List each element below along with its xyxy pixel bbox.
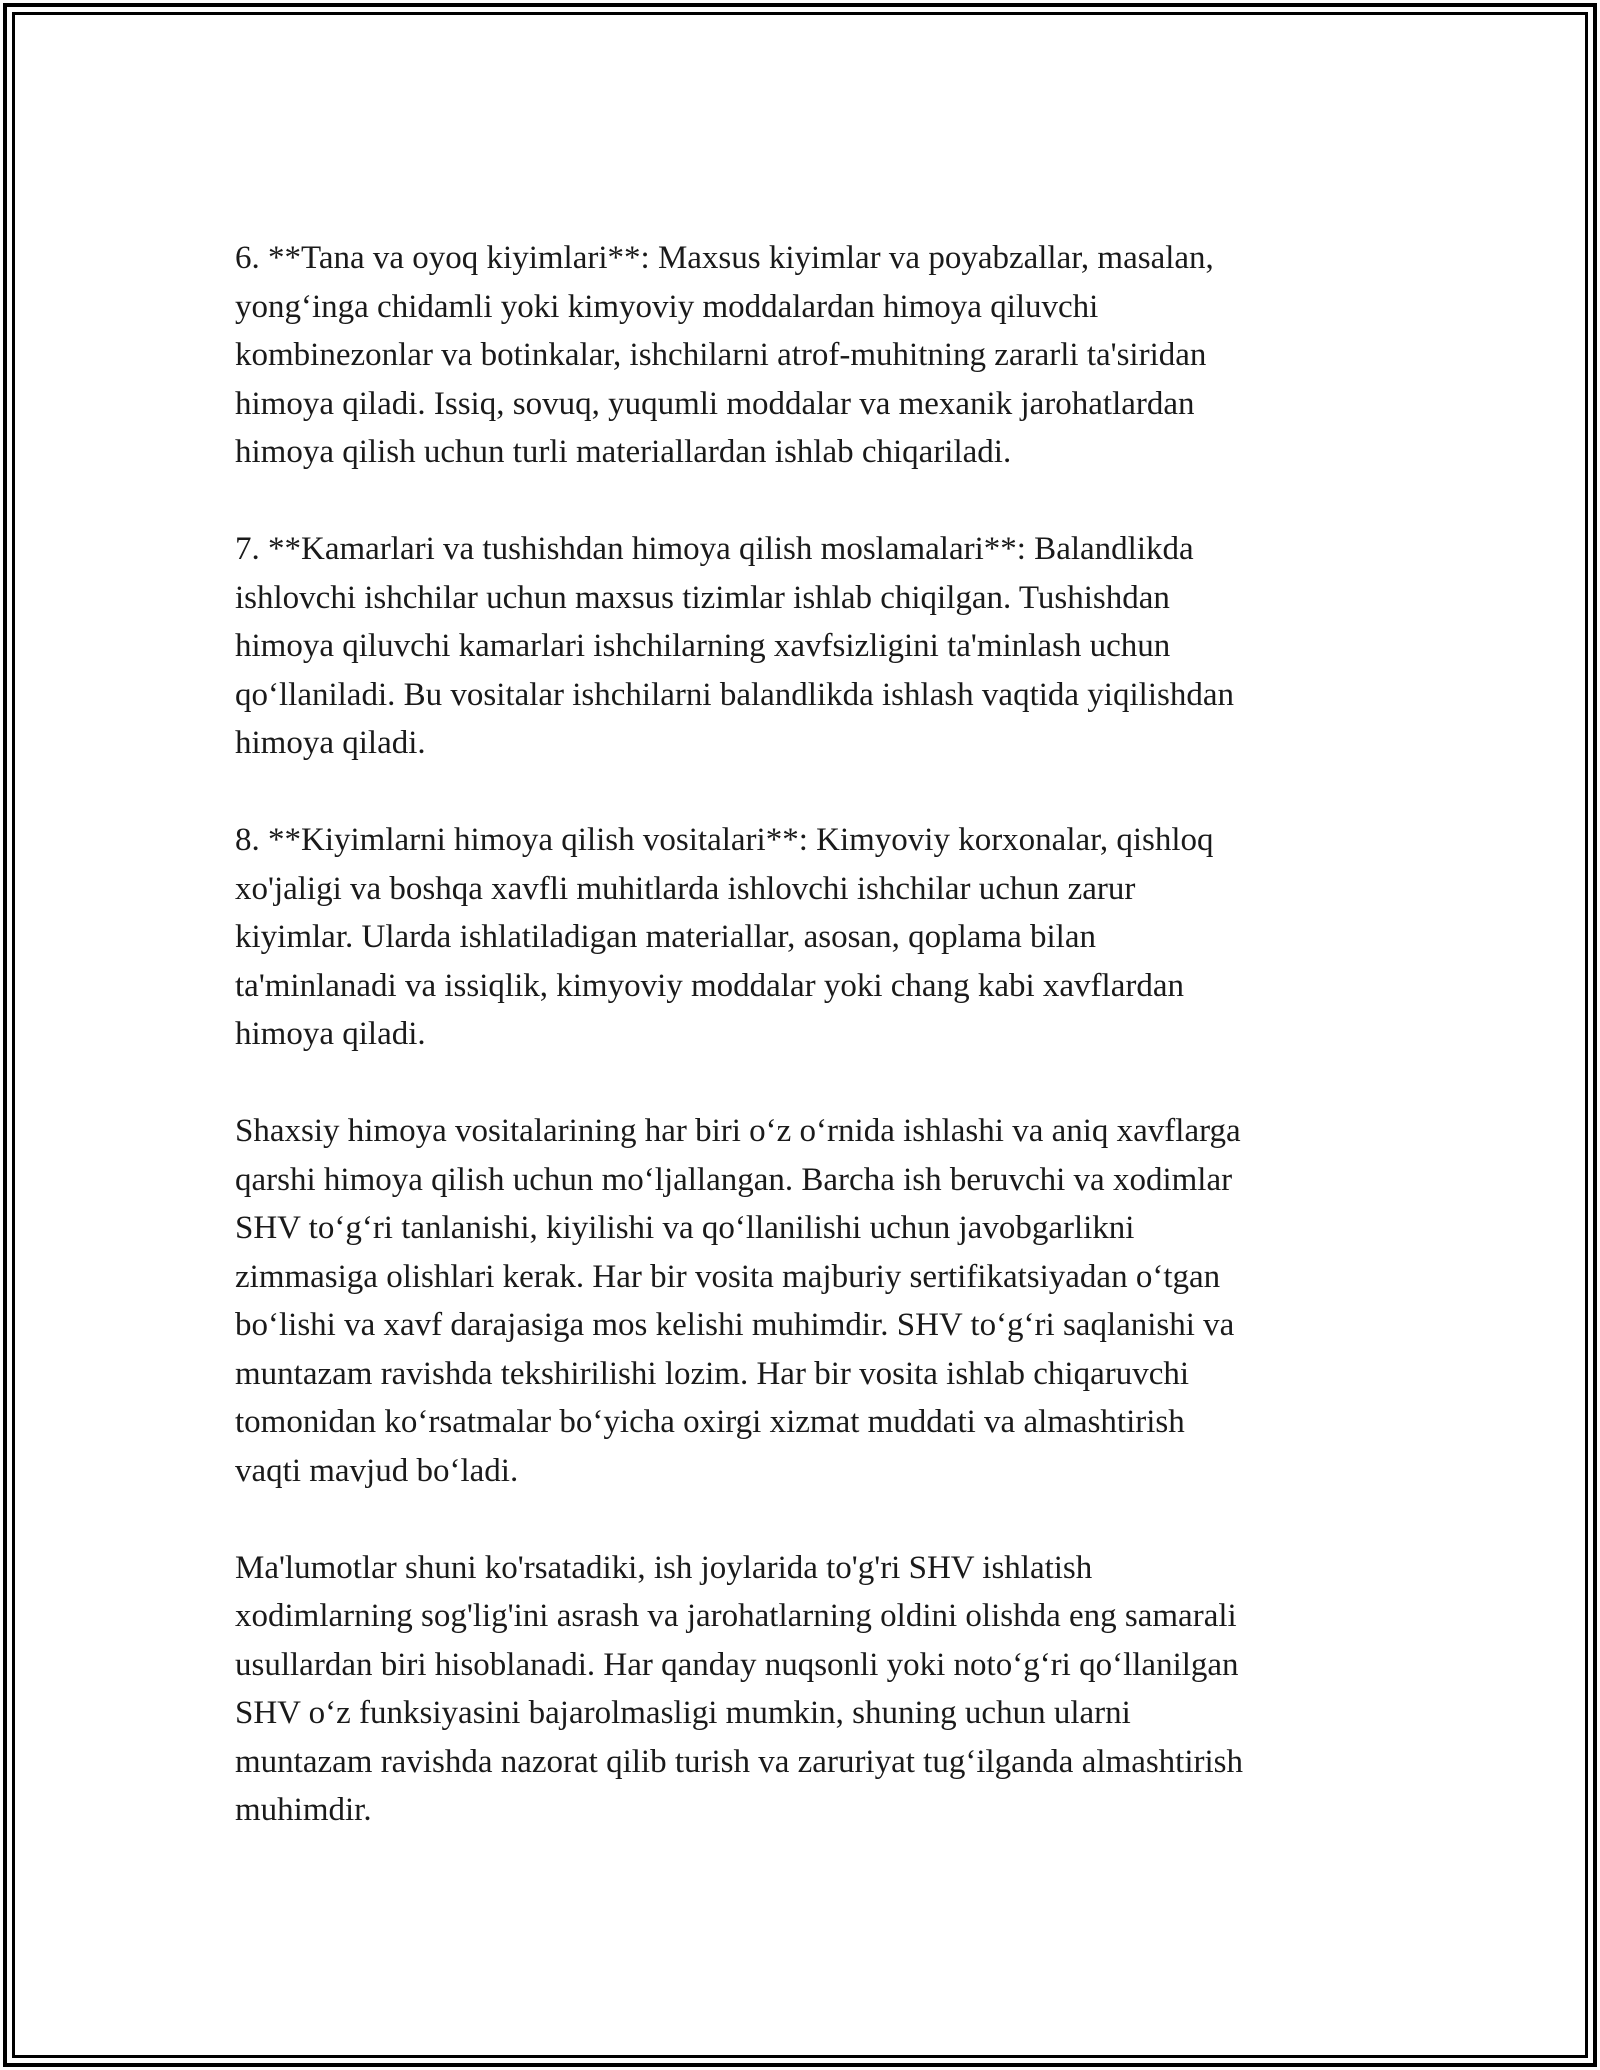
paragraph-protective-clothing: 8. **Kiyimlarni himoya qilish vositalari**: Kimyoviy korxonalar, qishloq xo'jaligi va boshqa xavfli muhitlarda ishlovchi ishchilar uchun zarur kiyimlar. Ularda ishlatiladigan materiallar, asosan, qoplama bilan ta'minlanadi va issiqlik, kimyoviy moddalar yoki chang kabi xavflardan himoya qiladi.	[235, 822, 1214, 1052]
document-body	[235, 234, 1375, 1835]
paragraph-ppe-responsibility: Shaxsiy himoya vositalarining har biri o‘z o‘rnida ishlashi va aniq xavflarga qarshi himoya qilish uchun mo‘ljallangan. Barcha ish beruvchi va xodimlar SHV to‘g‘ri tanlanishi, kiyilishi va qo‘llanilishi uchun javobgarlikni zimmasiga olishlari kerak. Har bir vosita majburiy sertifikatsiyadan o‘tgan bo‘lishi va xavf darajasiga mos kelishi muhimdir. SHV to‘g‘ri saqlanishi va muntazam ravishda tekshirilishi lozim. Har bir vosita ishlab chiqaruvchi tomonidan ko‘rsatmalar bo‘yicha oxirgi xizmat muddati va almashtirish vaqti mavjud bo‘ladi.	[235, 1113, 1241, 1489]
paragraph-body-clothing: 6. **Tana va oyoq kiyimlari**: Maxsus kiyimlar va poyabzallar, masalan, yong‘inga chidamli yoki kimyoviy moddalardan himoya qiluvchi kombinezonlar va botinkalar, ishchilarni atrof-muhitning zararli ta'siridan himoya qiladi. Issiq, sovuq, yuqumli moddalar va mexanik jarohatlardan himoya qilish uchun turli materiallardan ishlab chiqariladi.	[235, 240, 1214, 470]
paragraph-ppe-conclusion: Ma'lumotlar shuni ko'rsatadiki, ish joylarida to'g'ri SHV ishlatish xodimlarning sog'lig'ini asrash va jarohatlarning oldini olishda eng samarali usullardan biri hisoblanadi. Har qanday nuqsonli yoki noto‘g‘ri qo‘llanilgan SHV o‘z funksiyasini bajarolmasligi mumkin, shuning uchun ularni muntazam ravishda nazorat qilib turish va zaruriyat tug‘ilganda almashtirish muhimdir.	[235, 1549, 1244, 1828]
paragraph-fall-protection: 7. **Kamarlari va tushishdan himoya qilish moslamalari**: Balandlikda ishlovchi ishchilar uchun maxsus tizimlar ishlab chiqilgan. Tushishdan himoya qiluvchi kamarlari ishchilarning xavfsizligini ta'minlash uchun qo‘llaniladi. Bu vositalar ishchilarni balandlikda ishlash vaqtida yiqilishdan himoya qiladi.	[235, 531, 1234, 761]
